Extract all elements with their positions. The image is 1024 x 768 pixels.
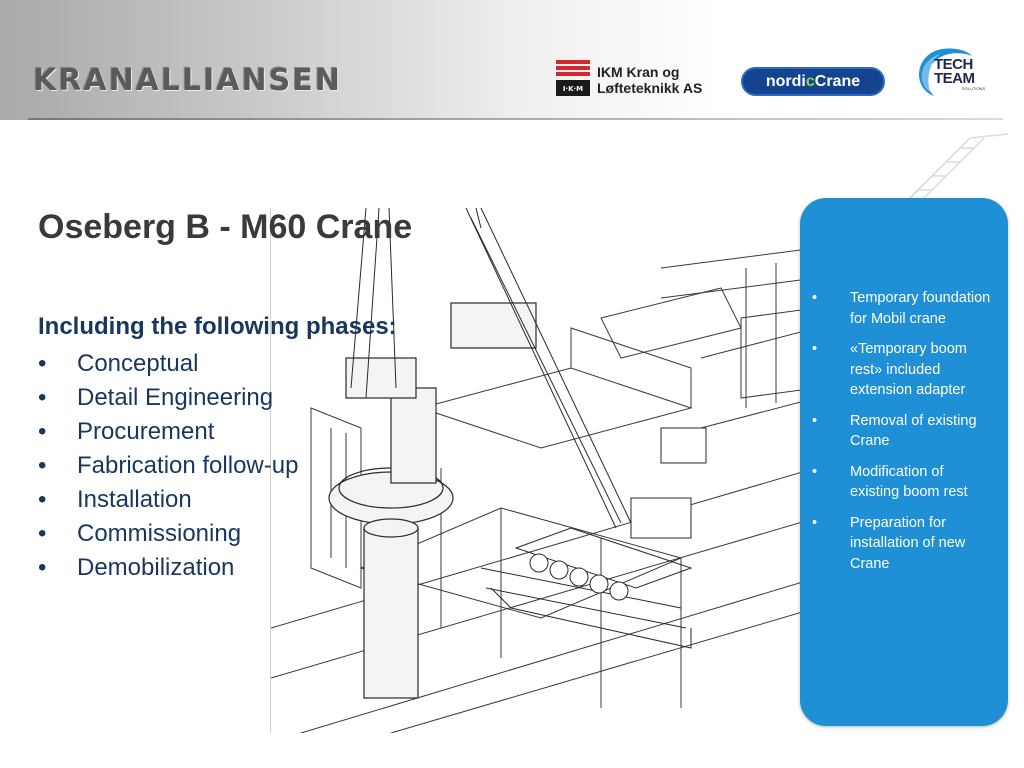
bullet: • [812, 514, 818, 531]
tech-team-line1: TECH [934, 56, 973, 73]
scope-panel [800, 198, 1008, 726]
phase-item [38, 517, 298, 551]
phase-list [38, 347, 298, 585]
crane-installation-drawing [270, 208, 816, 733]
tech-team-logo [912, 46, 984, 98]
phase-label: Fabrication follow-up [77, 452, 299, 479]
bullet: • [812, 341, 818, 357]
phase-label: Conceptual [77, 350, 199, 377]
scope-item [812, 462, 992, 503]
header-banner [0, 0, 1024, 120]
phase-item [38, 483, 298, 517]
phase-label: Detail Engineering [77, 384, 274, 411]
bullet: • [38, 350, 47, 377]
ikm-name-line2: Løfteteknikk AS [597, 80, 703, 96]
bullet: • [38, 486, 47, 513]
bullet: • [812, 463, 818, 480]
ikm-logo [556, 60, 716, 100]
phase-label: Installation [77, 486, 192, 513]
phase-item [38, 551, 298, 585]
ikm-company-name [597, 64, 702, 96]
ikm-name-line1: IKM Kran og [597, 64, 680, 80]
scope-item [812, 411, 992, 452]
nordic-c: c [805, 73, 815, 90]
phases-heading: Including the following phases: [38, 313, 397, 340]
ikm-badge-text: I·K·M [562, 85, 584, 93]
bullet: • [38, 554, 47, 581]
phase-item [38, 347, 298, 381]
scope-item-text: Temporary foundation for Mobil crane [850, 290, 991, 327]
scope-item [812, 513, 992, 575]
phase-item [38, 415, 298, 449]
scope-item-text: Modification of existing boom rest [850, 463, 968, 500]
nordic-crane-logo [741, 67, 885, 96]
slide-title: Oseberg B - M60 Crane [38, 208, 413, 246]
nordic-suffix: Crane [814, 73, 861, 90]
phase-item [38, 381, 298, 415]
ikm-mark-icon [556, 60, 590, 96]
scope-item [812, 339, 992, 401]
nordic-prefix: nordi [765, 73, 806, 90]
bullet: • [38, 384, 47, 411]
scope-item [812, 288, 992, 329]
bullet: • [38, 418, 47, 445]
scope-item-text: Removal of existing Crane [850, 412, 977, 449]
phase-label: Commissioning [77, 520, 242, 547]
tech-team-subtitle: SOLUTIONS [962, 86, 986, 91]
kranalliansen-logo: KRANALLIANSEN [33, 63, 342, 98]
scope-item-text: Preparation for installation of new Crane [850, 514, 966, 572]
bullet: • [812, 290, 818, 306]
phase-label: Procurement [77, 418, 215, 445]
tech-team-line2: TEAM [934, 70, 975, 87]
phase-item [38, 449, 298, 483]
bullet: • [38, 520, 47, 547]
bullet: • [38, 452, 47, 479]
header-divider [28, 118, 1003, 120]
bullet: • [812, 412, 818, 429]
scope-item-text: «Temporary boom rest» included extension adapter [850, 341, 967, 398]
tech-team-wordmark [934, 58, 975, 86]
scope-list [812, 288, 992, 584]
phase-label: Demobilization [77, 554, 235, 581]
